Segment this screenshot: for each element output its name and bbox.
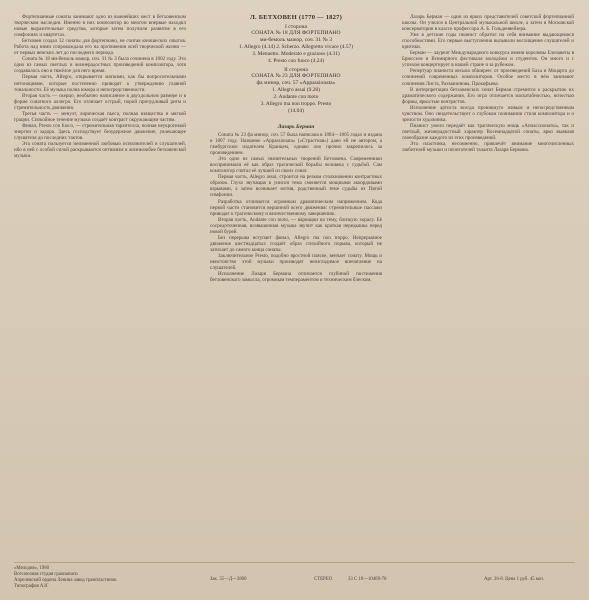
paragraph: Соната № 18 ми-бемоль мажор, соч. 31 № 3 была сочинена в 1802 году. Это одно из самых светлых и жизнерадостных произведений композитора, хотя создавалось оно в тяжёлое для него время. xyxy=(14,56,186,75)
liner-notes-column-3 xyxy=(402,14,574,153)
paragraph: Вторая часть — скерцо, необычно написанное в двухдольном размере и в форме сонатного аллегро. Его отличает острый, порой причудливый ритм и стремительность движения. xyxy=(14,92,186,111)
work-two-movement: 1. Allegro assai (9.28) xyxy=(272,87,320,94)
publisher-line: Апрелевский ордена Ленина завод грампластинок xyxy=(14,578,117,583)
paragraph: Первая часть, Allegro assai, строится на резком столкновении контрастных образов. Глухо звучащая в унисон тема сменяется мощными аккордовыми взрывами, а затем возникает мотив, родственный теме судьбы из Пятой симфонии. xyxy=(210,174,382,199)
track-listing xyxy=(210,14,382,115)
side-one-label: I сторона xyxy=(285,24,307,30)
paragraph: Репертуар пианиста весьма обширен: от произведений Баха и Моцарта до сочинений современных композиторов. Особое место в нём занимают сочинения Листа, Рахманинова, Прокофьева. xyxy=(402,68,574,87)
work-two-key: фа минор, соч. 57 «Appassionata» xyxy=(256,80,336,87)
work-one-key: ми-бемоль мажор, соч. 31 № 3 xyxy=(259,37,333,43)
paragraph: Берман — лауреат Международного конкурса имени королевы Елизаветы в Брюсселе и Всемирного фестиваля молодёжи и студентов. Он много и с успехом концертирует в нашей стране и за рубежом. xyxy=(402,50,574,69)
work-two-movement: 2. Andante con moto xyxy=(273,94,319,101)
paragraph: В интерпретации бетховенских сонат Берман стремится к раскрытию их драматического содержания. Его игра отличается масштабностью, ясностью формы, яркостью контрастов. xyxy=(402,86,574,105)
publisher-line: Типография А3Г xyxy=(14,584,49,589)
paragraph: Это одно из самых значительных творений Бетховена. Современники воспринимали её как образ трагической борьбы человека с судьбой. Сам композитор считал её лучшей из своих сонат. xyxy=(210,156,382,175)
publisher-line: «Мелодия», 1980 xyxy=(14,566,49,571)
work-one-movement: 1. Allegro (4.14) 2. Scherzo. Allegretto vivace (4.57) xyxy=(238,44,354,50)
price-label: Арт. 36-8. Цена 1 руб. 45 коп. xyxy=(484,577,544,582)
paragraph: Эта пластинка, несомненно, привлечёт внимание многочисленных любителей музыки и почитателей таланта Лазаря Бермана. xyxy=(402,140,574,154)
work-two-title: СОНАТА № 23 ДЛЯ ФОРТЕПИАНО xyxy=(251,73,341,80)
publisher-line: Всесоюзная студия грамзаписи xyxy=(14,572,78,577)
liner-notes-column-1 xyxy=(14,14,186,159)
work-one-movement: 3. Menuetto. Moderato e grazioso (4.31) xyxy=(252,50,340,57)
work-two-duration: (14.04) xyxy=(288,107,304,114)
liner-notes-column-2 xyxy=(210,132,382,283)
paragraph: Пианист умело передаёт как трагическую мощь «Аппассионаты», так и светлый, жизнерадостный характер Восемнадцатой сонаты, ярко выявляя своеобразие каждого из этих произведений. xyxy=(402,122,574,141)
paragraph: Уже в детские годы пианист обратил на себя внимание выдающимися способностями. Его первые выступления вызывали восхищение слушателей и критики. xyxy=(402,32,574,51)
footer-divider xyxy=(14,562,575,563)
performer-name: Лазарь Берман xyxy=(277,124,315,130)
paragraph: Вторая часть, Andante con moto, — вариации на тему, близкую хоралу. Её сосредоточенная, возвышенная музыка звучит как краткая передышка перед новой бурей. xyxy=(210,216,382,235)
paragraph: Без перерыва вступает финал, Allegro ma non troppo. Непрерывное движение шестнадцатых создаёт образ стихийного порыва, который не затихает до самого конца сонаты. xyxy=(210,234,382,253)
work-two-movement: 3. Allegro ma non troppo. Presto xyxy=(260,100,332,107)
paragraph: Бетховен создал 32 сонаты для фортепиано, не считая юношеских опытов. Работа над ними сопровождала его на протяжении всей творческой жизни — от первых венских лет до последнего периода. xyxy=(14,38,186,57)
paragraph: Заключительное Presto, подобно яростной пляске, венчает сонату. Мощь и неистовство этой музыки производят неизгладимое впечатление на слушателей. xyxy=(210,252,382,272)
catalog-code: 33 С 10—10469-70 xyxy=(348,577,387,582)
work-one-title: СОНАТА № 18 ДЛЯ ФОРТЕПИАНО xyxy=(251,30,341,36)
paragraph: Лазарь Берман — один из ярких представителей советской фортепианной школы. Он учился в Центральной музыкальной школе, а затем в Московской консерватории в классе профессора А. Б. Гольденвейзера. xyxy=(402,14,574,33)
paragraph: Фортепианные сонаты занимают одно из важнейших мест в бетховенском творческом наследии. Именно в них композитор во многом впервые находил новые выразительные средства, которые затем получили развитие в его симфониях и квартетах. xyxy=(14,14,186,39)
paragraph: Эта соната пользуется неизменной любовью исполнителей и слушателей, ибо в ней с особой силой раскрываются оптимизм и жизнелюбие бетховенской музыки. xyxy=(14,140,186,160)
paragraph: Финал, Presto con fuoco, — стремительная тарантелла, полная неукротимой энергии и задора. Здесь господствует безудержное движение, увлекающее слушателя до последних тактов. xyxy=(14,122,186,141)
composer-title: Л. БЕТХОВЕН (1770 — 1827) xyxy=(249,14,343,21)
paragraph: Разработка отличается огромным драматическим напряжением. Кода первой части становится вершиной всего движения: стремительные пассажи приводят к трагическому и величественному завершению. xyxy=(210,198,382,217)
paragraph: Первая часть, Allegro, открывается мягкими, как бы вопросительными интонациями, которые постепенно приводят к утверждению главной тональности. Её музыка полна юмора и непосредственности. xyxy=(14,74,186,93)
work-one-movement: 4. Presto con fuoco (4.24) xyxy=(268,57,324,64)
paragraph: Соната № 23 фа минор, соч. 57 была написана в 1804—1805 годах и издана в 1807 году. Название «Appassionata» («Страстная») дано ей не автором, а гамбургским издателем Кранцем, однако оно прочно закрепилось за произведением. xyxy=(210,132,382,157)
stereo-label: СТЕРЕО xyxy=(314,577,333,582)
paragraph: Третья часть — менуэт, лирическая пьеса, полная изящества и мягкой грации. Спокойное течение музыки создаёт контраст окружающим частям. xyxy=(14,110,186,123)
paragraph: Исполнение артиста всегда проникнуто живым и непосредственным чувством. Оно свидетельствует о глубоком понимании стиля композитора и о зрелости художника. xyxy=(402,104,574,123)
order-number: Зак. 35—Д—3800 xyxy=(210,577,247,582)
publisher-info xyxy=(14,566,164,590)
paragraph: Исполнение Лазаря Бермана отличается глубиной постижения бетховенского замысла, огромным темпераментом и техническим блеском. xyxy=(210,271,382,284)
side-two-label: II сторона xyxy=(284,67,308,74)
